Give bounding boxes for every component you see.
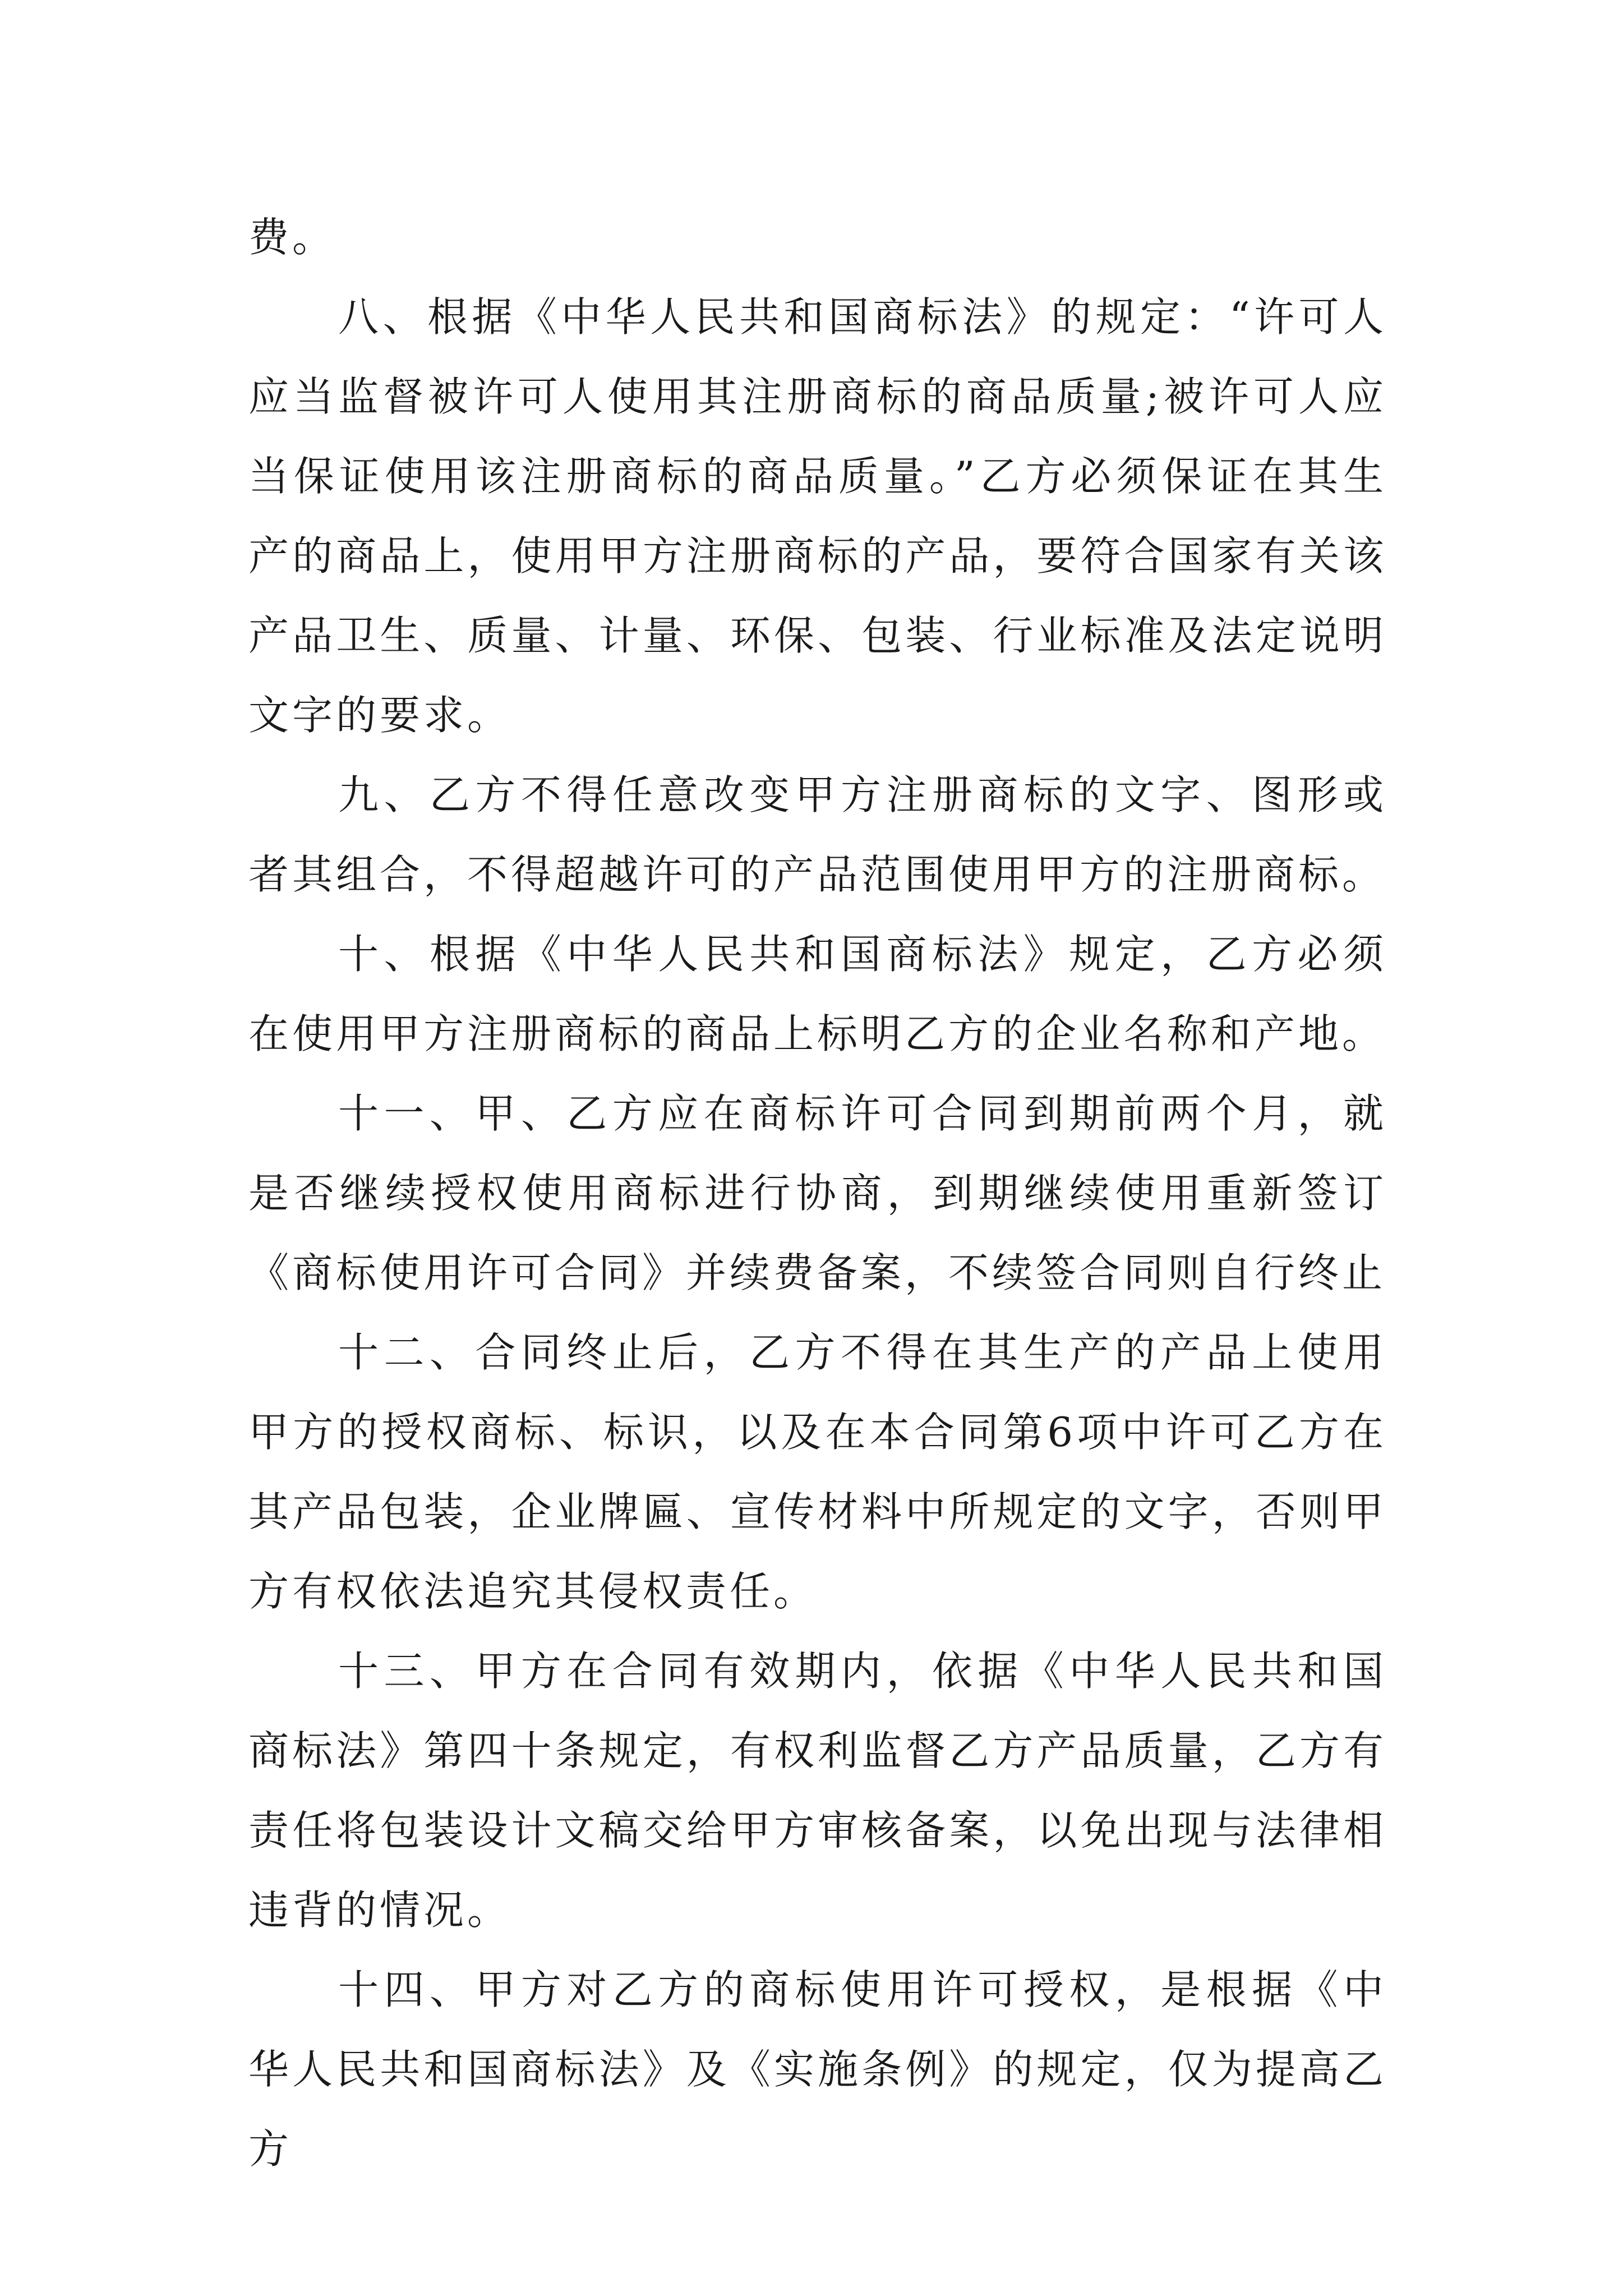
paragraph-clause-13: 十三、甲方在合同有效期内，依据《中华人民共和国商标法》第四十条规定，有权利监督乙方产品质量，乙方有责任将包装设计文稿交给甲方审核备案，以免出现与法律相违背的情况。 bbox=[248, 1648, 1387, 1934]
paragraph-clause-14: 十四、甲方对乙方的商标使用许可授权，是根据《中华人民共和国商标法》及《实施条例》的规定，仅为提高乙方 bbox=[248, 1966, 1387, 2173]
paragraph-clause-12: 十二、合同终止后，乙方不得在其生产的产品上使用甲方的授权商标、标识，以及在本合同第6项中许可乙方在其产品包装，企业牌匾、宣传材料中所规定的文字，否则甲方有权依法追究其侵权责任。 bbox=[248, 1329, 1387, 1615]
paragraph-clause-10: 十、根据《中华人民共和国商标法》规定，乙方必须在使用甲方注册商标的商品上标明乙方的企业名称和产地。 bbox=[248, 931, 1387, 1057]
paragraph-clause-8: 八、根据《中华人民共和国商标法》的规定：“许可人应当监督被许可人使用其注册商标的商品质量;被许可人应当保证使用该注册商标的商品质量。”乙方必须保证在其生产的商品上，使用甲方注册商标的产品，要符合国家有关该产品卫生、质量、计量、环保、包装、行业标准及法定说明文字的要求。 bbox=[248, 293, 1387, 739]
paragraph-clause-11: 十一、甲、乙方应在商标许可合同到期前两个月，就是否继续授权使用商标进行协商，到期继续使用重新签订《商标使用许可合同》并续费备案，不续签合同则自行终止 bbox=[248, 1090, 1387, 1296]
document-body bbox=[248, 197, 1387, 2189]
paragraph-continuation: 费。 bbox=[248, 214, 336, 261]
paragraph-clause-9: 九、乙方不得任意改变甲方注册商标的文字、图形或者其组合，不得超越许可的产品范围使用甲方的注册商标。 bbox=[248, 771, 1387, 898]
